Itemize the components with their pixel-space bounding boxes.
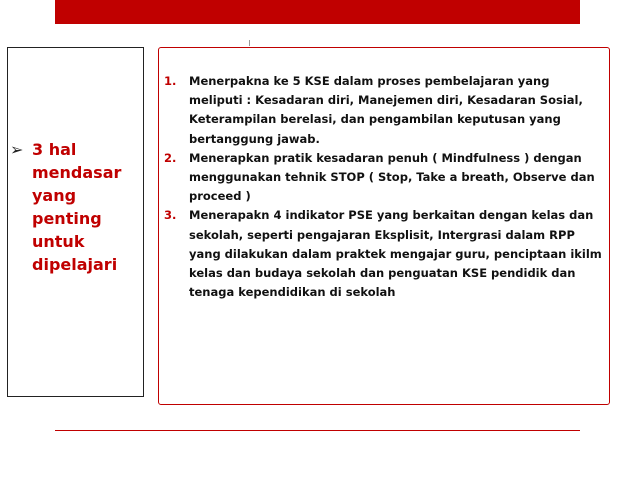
points-list [164, 72, 604, 302]
left-panel [7, 47, 144, 397]
list-item [164, 206, 604, 302]
content-panel [158, 47, 610, 405]
item-text: Menerapkan pratik kesadaran penuh ( Mindfulness ) dengan menggunakan tehnik STOP ( Stop, Take a breath, Observe dan proceed ) [189, 150, 595, 204]
item-text: Menerapakn 4 indikator PSE yang berkaitan dengan kelas dan sekolah, seperti pengajaran Eksplisit, Intergrasi dalam RPP yang dilakukan dalam praktek mengajar guru, penciptaan ikilm kelas dan budaya sekolah dan penguatan KSE pendidik dan tenaga kependidikan di sekolah [189, 208, 602, 300]
header-bar [55, 0, 580, 24]
list-item [164, 72, 604, 149]
left-panel-content [10, 138, 143, 276]
footer-line [55, 430, 580, 431]
divider-tick [249, 40, 250, 46]
item-text: Menerpakna ke 5 KSE dalam proses pembelajaran yang meliputi : Kesadaran diri, Manejemen diri, Kesadaran Sosial, Keterampilan berelasi, dan pengambilan keputusan yang bertanggung jawab. [189, 74, 583, 146]
item-number: 3. [164, 208, 177, 223]
item-number: 1. [164, 74, 177, 88]
left-panel-title: 3 hal mendasar yang penting untuk dipelajari [32, 140, 122, 274]
item-number: 2. [164, 150, 177, 165]
list-item [164, 149, 604, 207]
arrow-right-icon: ➢ [10, 140, 24, 159]
